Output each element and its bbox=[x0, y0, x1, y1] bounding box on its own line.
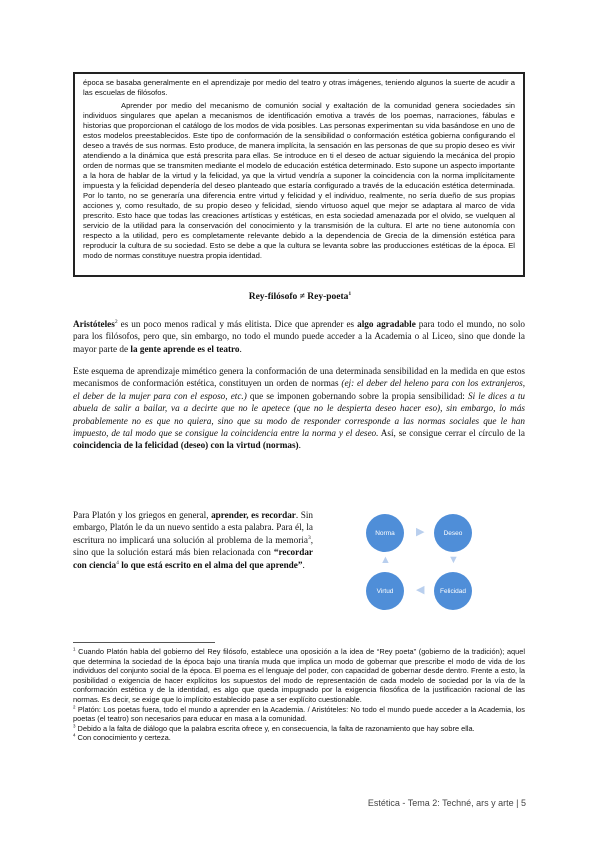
text: . bbox=[239, 343, 242, 354]
italic-text: Si le dices a tu abuela de salir a bailar, va a decirte que no le apetece (que no le despierta deseo hacer eso), sin embargo, lo más probablemente no es que no quiera, sino que su modo de responder corresponde a las normas sociales que le han impuesto, de tal modo que se consigue la coincidencia entre la norma y el deseo. bbox=[73, 390, 525, 439]
footnote-number: 3 bbox=[73, 723, 76, 729]
text: Este esquema de aprendizaje mimético genera la conformación de una determinada sensibilidad en la medida en que estos mecanismos de conformación estética, constituyen un orden de normas bbox=[73, 366, 525, 389]
arrow-left-icon: ◀ bbox=[416, 584, 425, 596]
node-norma: Norma bbox=[366, 514, 404, 552]
footnote-number: 1 bbox=[73, 646, 76, 652]
footnote-text: Platón: Los poetas fuera, todo el mundo a aprender en la Academia. / Aristóteles: No todo el mundo puede acceder a la Academia, los poetas (el teatro) son necesarios para educar en masa a la comunidad. bbox=[73, 704, 525, 724]
text: Así, se consigue cerrar el círculo de la bbox=[378, 428, 525, 439]
section-title bbox=[0, 292, 600, 302]
arrow-up-icon: ▲ bbox=[380, 554, 391, 566]
box-paragraph-2: Aprender por medio del mecanismo de comunión social y exaltación de la comunidad genera sociedades sin individuos singulares que apelan a mecanismos de identificación emotiva a través de los poemas, narraciones, fábulas e historias que proporcionan el catálogo de los modos de vida posibles. Las personas experimentan su vida basándose en uno de estos modelos preestablecidos. Este tipo de conformación de la sensibilidad o conformación estética gobierna configurando el deseo a través de sus normas. Esto produce, de manera implícita, la sensación en las personas de que su propio deseo es vivir atendiendo a la dinámica que está prescrita para ellas. Se introduce en ti el deseo de actuar siguiendo la mecánica del propio orden de normas que se transmiten mediante el modelo de educación estética determinado. Esto supone un aspecto importante a la hora de hablar de la virtud y la felicidad, ya que la virtud vendría a suponer la coincidencia con la norma implícitamente impuesta y la felicidad dependería del deseo planteado que estaría configurado a través de la educación estética determinada. Por lo tanto, no se generaría una diferencia entre virtud y felicidad y el individuo, realmente, no sería dueño de sus propias acciones y, como resultado, de su propio deseo y felicidad, siendo virtuoso aquel que mejor se adaptara al marco de vida prescrito. Esto hace que todas las creaciones artísticas y estéticas, en esta sociedad amenazada por el olvido, se vuelquen al servicio de la utilidad para la conservación del conocimiento y la transmisión de la cultura. El arte no tiene autonomía con respecto a la utilidad, pero es completamente relevante debido a la dependencia de Grecia de la dimensión estética para reproducir la cultura de su sociedad. Esto se debe a que la cultura se levanta sobre las producciones estéticas de la época. El modo de normas constituye nuestra propia identidad. bbox=[83, 101, 515, 260]
footnote-number: 2 bbox=[73, 704, 76, 710]
aristoteles-name: Aristóteles bbox=[73, 319, 115, 329]
node-felicidad: Felicidad bbox=[434, 572, 472, 610]
bold-text: algo agradable bbox=[357, 319, 416, 329]
text: . bbox=[302, 559, 305, 570]
footnote-separator bbox=[73, 642, 215, 643]
bold-text: la gente aprende es el teatro bbox=[130, 343, 240, 354]
box-paragraph-1: época se basaba generalmente en el aprendizaje por medio del teatro y otras imágenes, teniendo algunos la suerte de acudir a las escuelas de filósofos. bbox=[83, 78, 515, 97]
node-deseo: Deseo bbox=[434, 514, 472, 552]
text: para todo el mundo, no solo para los filósofos, pero que, sin embargo, no todo el mundo puede acceder a la Academia o al Liceo, sino que donde la mayor parte de bbox=[73, 319, 525, 354]
footnote-text: Debido a la falta de diálogo que la palabra escrita ofrece y, en consecuencia, la falta de razonamiento que hay sobre ella. bbox=[75, 723, 475, 733]
page-footer: Estética - Tema 2: Techné, ars y arte | 5 bbox=[367, 798, 526, 808]
footnote-ref-2[interactable]: 2 bbox=[114, 318, 118, 325]
paragraph-platon bbox=[73, 509, 313, 571]
text: . bbox=[298, 440, 301, 451]
footnote-4 bbox=[73, 733, 525, 743]
arrow-right-icon: ▶ bbox=[416, 526, 425, 538]
footnote-text: Con conocimiento y certeza. bbox=[75, 733, 171, 743]
cycle-diagram bbox=[358, 510, 498, 610]
footnotes bbox=[73, 647, 525, 743]
bold-text: lo que está escrito en el alma del que aprende” bbox=[118, 559, 303, 570]
footnote-ref-1[interactable]: 1 bbox=[348, 290, 352, 297]
text: , sino que la solución estará más bien relacionada con bbox=[73, 534, 313, 558]
footnote-number: 4 bbox=[73, 732, 76, 738]
text: que se imponen gobernando sobre la propia sensibilidad: bbox=[246, 390, 468, 401]
bold-text: aprender, es recordar bbox=[211, 510, 296, 520]
footnote-1 bbox=[73, 647, 525, 705]
node-virtud: Virtud bbox=[366, 572, 404, 610]
text: Para Platón y los griegos en general, bbox=[73, 510, 212, 520]
bold-text: “recordar con ciencia bbox=[73, 547, 313, 570]
text: . Sin embargo, Platón le da un nuevo sentido a esta palabra. Para él, la escritura no implicará una solución al problema de la memoria bbox=[73, 510, 313, 545]
bold-text: coincidencia de la felicidad (deseo) con la virtud (normas) bbox=[73, 440, 299, 451]
footnote-ref-4[interactable]: 4 bbox=[116, 559, 119, 566]
arrow-down-icon: ▼ bbox=[448, 554, 459, 566]
section-title-text: Rey-filósofo ≠ Rey-poeta bbox=[248, 292, 349, 302]
footnote-2 bbox=[73, 705, 525, 724]
footnote-ref-3[interactable]: 3 bbox=[307, 534, 311, 541]
quoted-box bbox=[73, 72, 525, 277]
footnote-3 bbox=[73, 724, 525, 734]
paragraph-esquema bbox=[73, 365, 525, 452]
paragraph-aristoteles bbox=[73, 318, 525, 355]
text: es un poco menos radical y más elitista. Dice que aprender es bbox=[117, 319, 358, 329]
italic-text: (ej: el deber del heleno para con los extranjeros, el deber de la mujer para con el esposo, etc.) bbox=[73, 378, 525, 401]
footnote-text: Cuando Platón habla del gobierno del Rey filósofo, establece una oposición a la idea de “Rey poeta” (gobierno de la tradición); aquel que determina la sociedad de la época bajo una tiranía muda que implica un modo de gobernar que prescribe el modo de vida de los individuos del conjunto social de la época. El poema es el lenguaje del poder, con capacidad de gobernar desde dentro. Frente a esto, la posibilidad o exigencia de hacer explícitos los supuestos del modo de representación de cada modelo de sociedad por la vía de la conformación estética y de la identidad, es algo que queda impugnado por la exigencia filosófica de la justificación racional de las normas. Es decir, se exige que lo implícito establecido pase a ser explícito cuestionable. bbox=[73, 647, 525, 704]
